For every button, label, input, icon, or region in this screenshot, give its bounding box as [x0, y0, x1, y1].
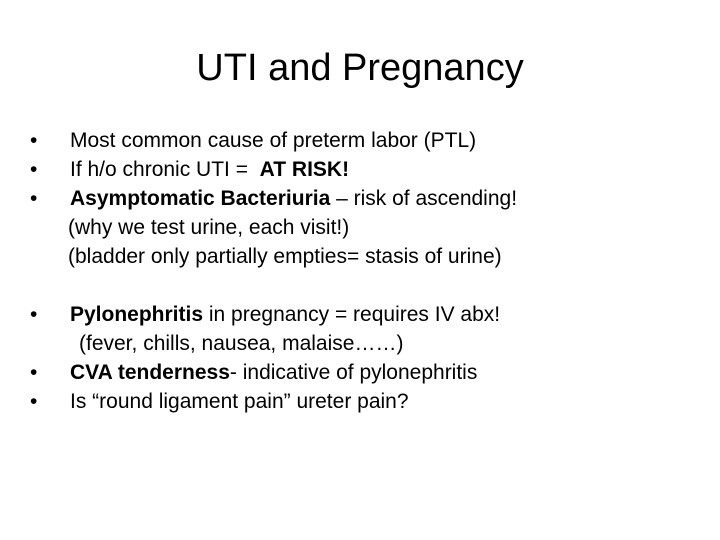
bullet-text: in pregnancy = requires IV abx! [203, 303, 501, 326]
bullet-text: - indicative of pylonephritis [229, 361, 478, 384]
bullet-emphasis: Asymptomatic Bacteriuria [70, 187, 331, 210]
bullet-marker: • [30, 361, 38, 384]
bullet-text: – risk of ascending! [330, 187, 518, 210]
bullet-emphasis: AT RISK! [259, 158, 350, 181]
bullet-item-pylonephritis [30, 300, 690, 329]
bullet-text: If h/o chronic UTI = [70, 158, 260, 181]
bullet-item-round-ligament [30, 387, 690, 416]
slide-title: UTI and Pregnancy [196, 47, 524, 89]
bullet-item-cva-tenderness [30, 358, 690, 387]
slide-body [30, 126, 690, 416]
bullet-emphasis: CVA tenderness [70, 361, 230, 384]
bullet-marker: • [30, 187, 38, 210]
bullet-item-chronic-uti [30, 155, 690, 184]
bullet-continuation-bladder: (bladder only partially empties= stasis of urine) [68, 245, 502, 268]
bullet-item-asymptomatic-bacteriuria [30, 184, 690, 213]
bullet-emphasis: Pylonephritis [70, 303, 204, 326]
bullet-continuation-symptoms: (fever, chills, nausea, malaise……) [79, 332, 404, 355]
bullet-marker: • [30, 129, 38, 152]
paragraph-spacer [30, 271, 690, 300]
bullet-continuation-test-urine: (why we test urine, each visit!) [68, 216, 350, 239]
bullet-text: Is “round ligament pain” ureter pain? [70, 390, 409, 413]
bullet-marker: • [30, 303, 38, 326]
bullet-item-preterm-labor [30, 126, 690, 155]
bullet-marker: • [30, 158, 38, 181]
bullet-text: Most common cause of preterm labor (PTL) [70, 129, 477, 152]
bullet-marker: • [30, 390, 38, 413]
